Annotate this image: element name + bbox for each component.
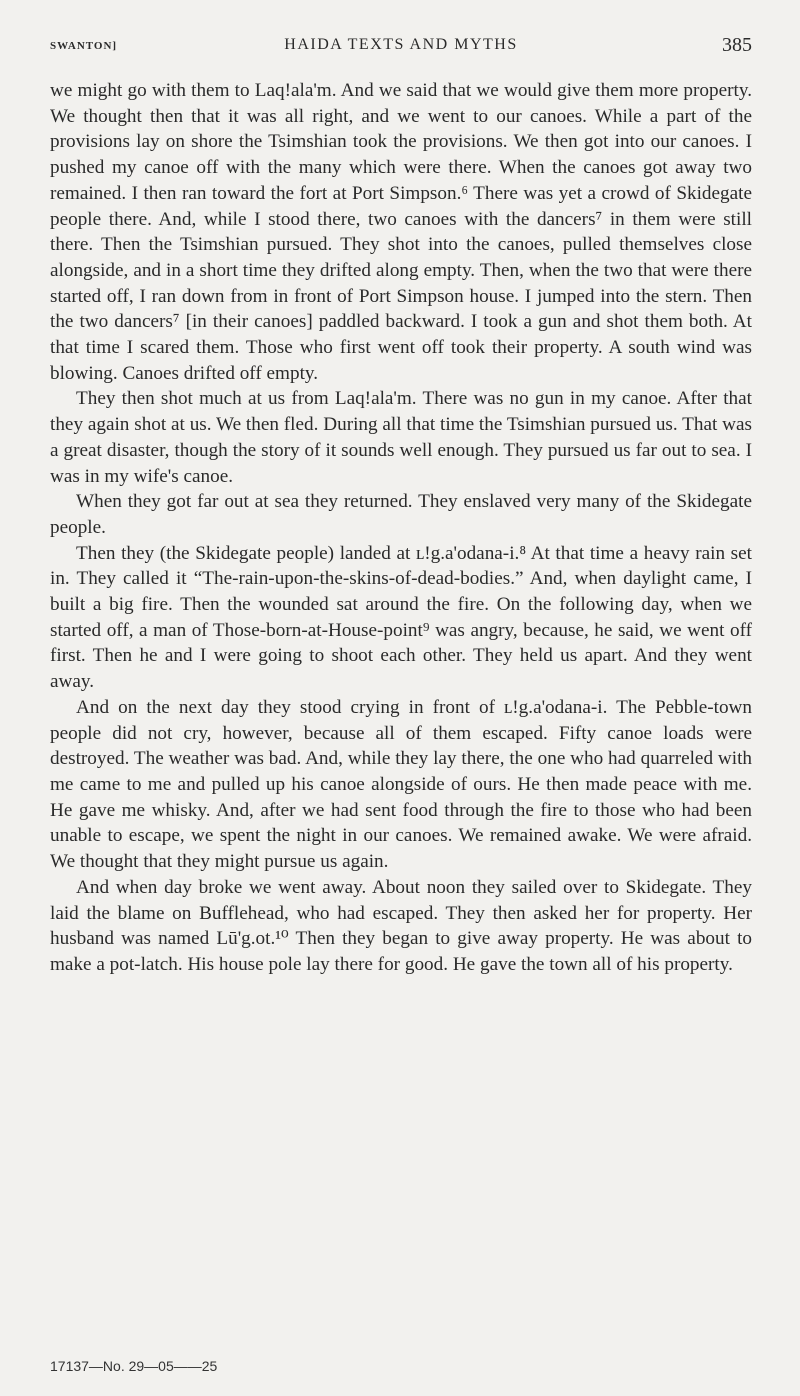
running-header: [50, 34, 752, 62]
paragraph: And when day broke we went away. About noon they sailed over to Skidegate. They laid the blame on Bufflehead, who had escaped. They then asked her for property. Her husband was named Lū'g.ot.¹⁰ Then they began to give away property. He was about to make a pot-latch. His house pole lay there for good. He gave the town all of his property.: [50, 876, 752, 975]
title-running-head: HAIDA TEXTS AND MYTHS: [284, 36, 518, 53]
body-text: [50, 78, 752, 978]
signature-mark: 17137—No. 29—05——25: [50, 1358, 218, 1374]
paragraph: When they got far out at sea they returned. They enslaved very many of the Skidegate people.: [50, 491, 752, 538]
paragraph: we might go with them to Laq!ala'm. And we said that we would give them more property. We thought then that it was all right, and we went to our canoes. While a part of the provisions lay on shore the Tsimshian took the provisions. We then got into our canoes. I pushed my canoe off with the many which were there. When the canoes got away two remained. I then ran toward the fort at Port Simpson.⁶ There was yet a crowd of Skidegate people there. And, while I stood there, two canoes with the dancers⁷ in them were still there. Then the Tsimshian pursued. They shot into the canoes, pulled themselves close alongside, and in a short time they drifted along empty. Then, when the two that were there started off, I ran down from in front of Port Simpson house. I jumped into the stern. Then the two dancers⁷ [in their canoes] paddled backward. I took a gun and shot them both. At that time I scared them. Those who first went off took their property. A south wind was blowing. Canoes drifted off empty.: [50, 80, 752, 384]
paragraph: And on the next day they stood crying in front of ʟ!g.a'odana-i. The Pebble-town people did not cry, however, because all of them escaped. Fifty canoe loads were destroyed. The weather was bad. And, while they lay there, the one who had quarreled with me came to me and pulled up his canoe alongside of ours. He then made peace with me. He gave me whisky. And, after we had sent food through the fire to those who had been unable to escape, we spent the night in our canoes. We remained awake. We were afraid. We thought that they might pursue us again.: [50, 696, 752, 873]
page-number: 385: [722, 34, 752, 56]
author-running-head: SWANTON]: [50, 40, 118, 52]
paragraph: They then shot much at us from Laq!ala'm. There was no gun in my canoe. After that they again shot at us. We then fled. During all that time the Tsimshian pursued us. That was a great disaster, though the story of it sounds well enough. They pursued us far out to sea. I was in my wife's canoe.: [50, 388, 752, 487]
paragraph: Then they (the Skidegate people) landed at ʟ!g.a'odana-i.⁸ At that time a heavy rain set in. They called it “The-rain-upon-the-skins-of-dead-bodies.” And, when daylight came, I built a big fire. Then the wounded sat around the fire. On the following day, when we started off, a man of Those-born-at-House-point⁹ was angry, because, he said, we went off first. Then he and I were going to shoot each other. They held us apart. And they went away.: [50, 542, 752, 693]
